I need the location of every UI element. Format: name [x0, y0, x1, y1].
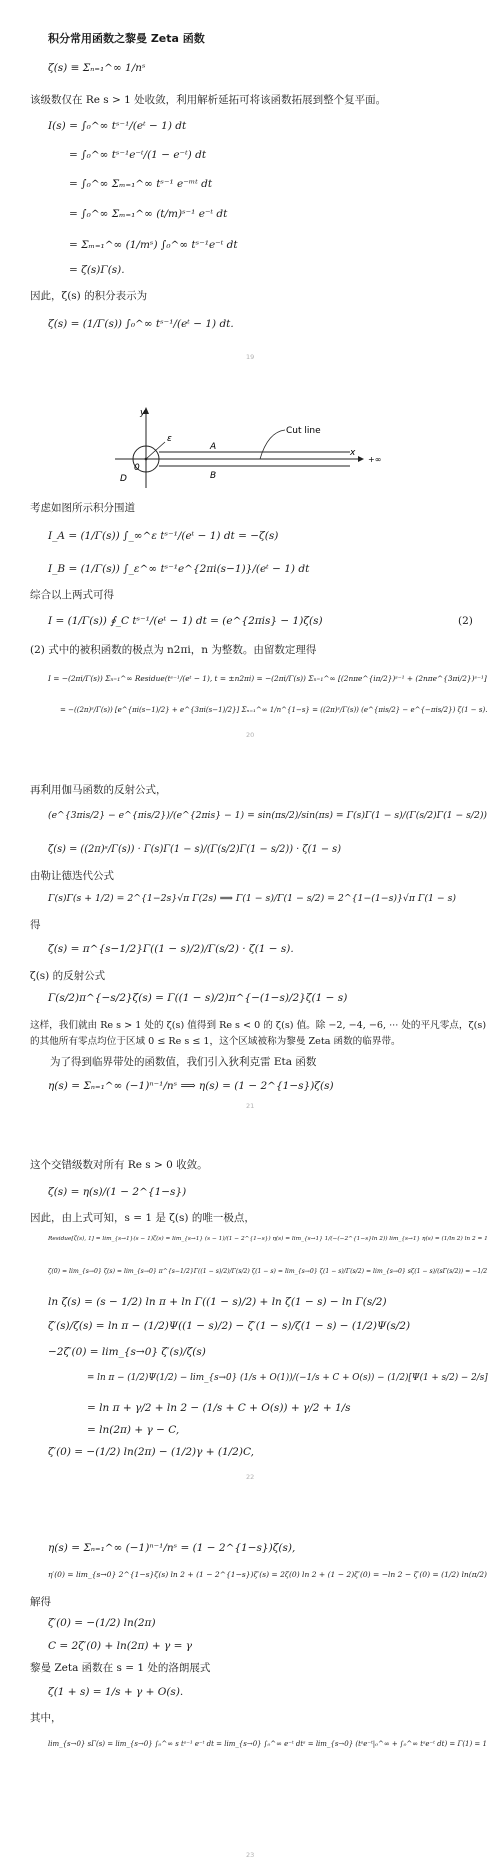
derivative-line-5: ζ′(0) = −(1/2) ln(2π) − (1/2)γ + (1/2)C, — [48, 1446, 254, 1458]
derivative-line-3: = ln π + γ/2 + ln 2 − (1/s + C + O(s)) + γ/2 + 1/s — [87, 1402, 351, 1414]
epsilon-radius — [146, 442, 165, 459]
duplication-formula: Γ(s)Γ(s + 1/2) = 2^{1−2s}√π Γ(2s) ⟹ Γ(1 − s)/Γ(1 − s/2) = 2^{1−(1−s)}√π Γ(1 − s) — [48, 893, 456, 904]
page-number: 22 — [246, 1473, 255, 1481]
page-title: 积分常用函数之黎曼 Zeta 函数 — [48, 32, 205, 45]
derivative-line-1: −2ζ′(0) = lim_{s→0} ζ′(s)/ζ(s) — [48, 1346, 206, 1358]
infinity-label: +∞ — [368, 455, 382, 464]
laurent-intro: 黎曼 Zeta 函数在 s = 1 处的洛朗展式 — [30, 1662, 211, 1674]
zeta-functional: ζ(s) = ((2π)ˢ/Γ(s)) · Γ(s)Γ(1 − s)/(Γ(s/2)Γ(1 − s/2)) · ζ(1 − s) — [48, 844, 342, 855]
origin-label: 0 — [134, 463, 140, 473]
paragraph-line-1: 这样，我们就由 Re s > 1 处的 ζ(s) 值得到 Re s < 0 的 ζ(s) 值。除 −2, −4, −6, ··· 处的平凡零点，ζ(s) — [30, 1020, 487, 1031]
page-number: 21 — [246, 1102, 255, 1110]
integral-representation: ζ(s) = (1/Γ(s)) ∫₀^∞ tˢ⁻¹/(eᵗ − 1) dt. — [48, 318, 234, 330]
y-axis-label: y — [140, 408, 146, 418]
derivation-line-6: = ζ(s)Γ(s). — [69, 264, 125, 276]
contour-figure — [110, 404, 385, 490]
integral-IA: I_A = (1/Γ(s)) ∫_∞^ε tˢ⁻¹/(eᵗ − 1) dt = −ζ(s) — [48, 530, 279, 542]
consider-text: 考虑如图所示积分围道 — [30, 502, 135, 514]
derivation-line-4: = ∫₀^∞ Σₘ₌₁^∞ (t/m)ˢ⁻¹ e⁻ᵗ dt — [69, 208, 228, 220]
derivation-line-2: = ∫₀^∞ tˢ⁻¹e⁻ᵗ/(1 − e⁻ᵗ) dt — [69, 149, 207, 161]
integral-IB: I_B = (1/Γ(s)) ∫_ε^∞ tˢ⁻¹e^{2πi(s−1)}/(eᵗ − 1) dt — [48, 563, 310, 575]
derivation-line-1: I(s) = ∫₀^∞ tˢ⁻¹/(eᵗ − 1) dt — [48, 120, 187, 132]
x-axis-arrow — [358, 456, 364, 462]
page-number: 20 — [246, 731, 255, 739]
x-axis-label: x — [350, 448, 356, 458]
derivation-line-5: = Σₘ₌₁^∞ (1/mˢ) ∫₀^∞ tˢ⁻¹e⁻ᵗ dt — [69, 239, 238, 251]
path-A-label: A — [210, 442, 217, 452]
where-text: 其中， — [30, 1712, 62, 1724]
paragraph-line-2: 的其他所有零点均位于区域 0 ≤ Re s ≤ 1，这个区域被称为黎曼 Zeta 函数的临界带。 — [30, 1036, 401, 1047]
derivative-line-4: = ln(2π) + γ − C, — [87, 1424, 180, 1436]
D-label: D — [120, 474, 127, 484]
epsilon-label: ε — [167, 434, 172, 444]
reflection-label: ζ(s) 的反射公式 — [30, 970, 106, 982]
pole-text: 因此，由上式可知，s = 1 是 ζ(s) 的唯一极点， — [30, 1212, 255, 1224]
converge-text: 这个交错级数对所有 Re s > 0 收敛。 — [30, 1159, 208, 1171]
residue-line-1: I = −(2πi/Γ(s)) Σₙ₌₁^∞ Residue(tˢ⁻¹/(eᵗ − 1), t = ±n2πi) = −(2πi/Γ(s)) Σₙ₌₁^∞ [(2nπe^{iπ/2})ˢ⁻¹ + (2nπe^{3πi/2})ˢ⁻¹] — [48, 674, 487, 683]
convergence-note: 该级数仅在 Re s > 1 处收敛，利用解析延拓可将该函数拓展到整个复平面。 — [30, 94, 387, 106]
reflection-ratio: (e^{3πis/2} − e^{πis/2})/(e^{2πis} − 1) = sin(πs/2)/sin(πs) = Γ(s)Γ(1 − s)/(Γ(s/2)Γ(1 − s/2)) — [48, 810, 488, 821]
laurent-expansion: ζ(1 + s) = 1/s + γ + O(s). — [48, 1686, 184, 1698]
eta-definition: η(s) = Σₙ₌₁^∞ (−1)ⁿ⁻¹/nˢ ⟹ η(s) = (1 − 2^{1−s})ζ(s) — [48, 1080, 334, 1092]
solve-text: 解得 — [30, 1596, 51, 1608]
equation-2: I = (1/Γ(s)) ∮_C tˢ⁻¹/(eᵗ − 1) dt = (e^{2πis} − 1)ζ(s) — [48, 615, 323, 627]
combine-text: 综合以上两式可得 — [30, 589, 114, 601]
reflection-intro: 再利用伽马函数的反射公式， — [30, 784, 167, 796]
derivative-line-2: = ln π − (1/2)Ψ(1/2) − lim_{s→0} (1/s + O(1))/(−1/s + C + O(s)) − (1/2)[Ψ(1 + s/2) − 2/s] — [87, 1373, 488, 1383]
eta-derivative-zero: η′(0) = lim_{s→0} 2^{1−s}ζ(s) ln 2 + (1 − 2^{1−s})ζ′(s) = 2ζ(0) ln 2 + (1 − 2)ζ′(0) = −ln 2 − ζ′(0) = (1/2) ln(π/2) — [48, 1570, 487, 1579]
residue-computation: Residue[ζ(s), 1] = lim_{s→1}(s − 1)ζ(s) = lim_{s→1} (s − 1)/(1 − 2^{1−s}) η(s) = lim_{s→1} 1/(−(−2^{1−s}ln 2)) lim_{s→1} η(s) = (1/ln 2) ln 2 = 1 — [48, 1236, 488, 1242]
residue-line-2: = −((2π)ˢ/Γ(s)) [e^{πi(s−1)/2} + e^{3πi(s−1)/2}] Σₙ₌₁^∞ 1/n^{1−s} = ((2π)ˢ/Γ(s)) (e^{πis/2} − e^{−πis/2}) ζ(1 − s). — [60, 705, 488, 714]
page-number: 19 — [246, 353, 255, 361]
zeta-prime-zero: ζ′(0) = −(1/2) ln(2π) — [48, 1617, 156, 1629]
zeta-eta-relation: ζ(s) = η(s)/(1 − 2^{1−s}) — [48, 1186, 187, 1198]
cut-line-label: Cut line — [286, 426, 321, 436]
log-zeta: ln ζ(s) = (s − 1/2) ln π + ln Γ((1 − s)/2) + ln ζ(1 − s) − ln Γ(s/2) — [48, 1296, 387, 1308]
page-number: 23 — [246, 1851, 255, 1859]
gamma-limit: lim_{s→0} sΓ(s) = lim_{s→0} ∫₀^∞ s tˢ⁻¹ e⁻ᵗ dt = lim_{s→0} ∫₀^∞ e⁻ᵗ dtˢ = lim_{s→0} (tˢe⁻ᵗ|₀^∞ + ∫₀^∞ tˢe⁻ᵗ dt) = Γ(1) = 1 — [48, 1740, 487, 1748]
poles-text: (2) 式中的被积函数的极点为 n2πi，n 为整数。由留数定理得 — [30, 644, 317, 656]
equation-number: (2) — [458, 615, 473, 627]
constant-C: C = 2ζ′(0) + ln(2π) + γ = γ — [48, 1640, 193, 1652]
derivation-line-3: = ∫₀^∞ Σₘ₌₁^∞ tˢ⁻¹ e⁻ᵐᵗ dt — [69, 178, 213, 190]
log-derivative: ζ′(s)/ζ(s) = ln π − (1/2)Ψ((1 − s)/2) − ζ′(1 − s)/ζ(1 − s) − (1/2)Ψ(s/2) — [48, 1320, 411, 1332]
get-text: 得 — [30, 919, 41, 931]
zeta-form: ζ(s) = π^{s−1/2}Γ((1 − s)/2)/Γ(s/2) · ζ(1 − s). — [48, 943, 294, 955]
therefore-text: 因此，ζ(s) 的积分表示为 — [30, 290, 148, 302]
path-B-label: B — [210, 471, 217, 481]
cut-line-leader — [260, 430, 285, 459]
zeta-zero-value: ζ(0) = lim_{s→0} ζ(s) = lim_{s→0} π^{s−1/2}Γ((1 − s)/2)/Γ(s/2) ζ(1 − s) = lim_{s→0} ζ(1 − s)/Γ(s/2) = lim_{s→0} sζ(1 − s)/(sΓ(s/2)) = −1/2 — [48, 1268, 488, 1275]
reflection-formula: Γ(s/2)π^{−s/2}ζ(s) = Γ((1 − s)/2)π^{−(1−s)/2}ζ(1 − s) — [48, 992, 348, 1004]
legendre-text: 由勒让德迭代公式 — [30, 870, 114, 882]
eta-identity: η(s) = Σₙ₌₁^∞ (−1)ⁿ⁻¹/nˢ = (1 − 2^{1−s})ζ(s), — [48, 1542, 296, 1554]
zeta-definition: ζ(s) ≡ Σₙ₌₁^∞ 1/nˢ — [48, 62, 146, 74]
eta-intro: 为了得到临界带处的函数值，我们引入狄利克雷 Eta 函数 — [50, 1056, 317, 1068]
